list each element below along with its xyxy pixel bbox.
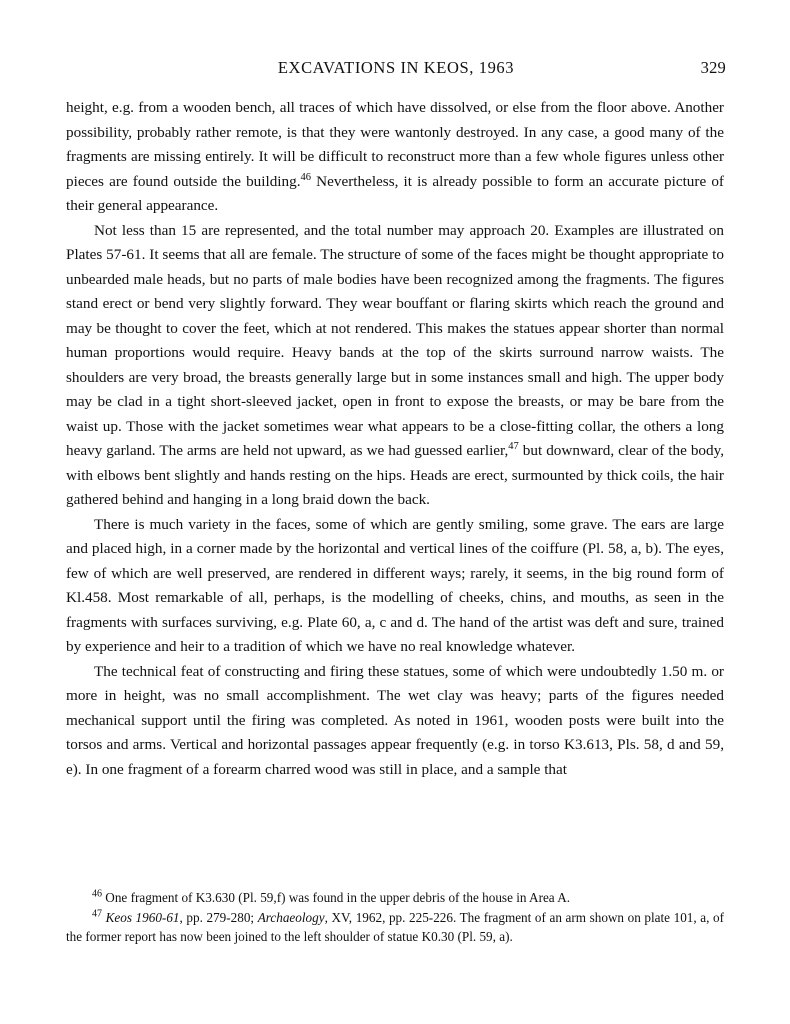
footnote-ref-47[interactable]: 47 (508, 440, 519, 452)
running-head: EXCAVATIONS IN KEOS, 1963 (277, 58, 515, 77)
footnote-number-47: 47 (92, 908, 102, 920)
footnote-46 (66, 888, 724, 908)
footnote-number-46: 46 (92, 888, 102, 900)
footnote-47-tail: , XV, 1962, pp. 225-226. The fragment of an arm shown on plate 101, a, of the former report has now been joined to the left shoulder of statue K0.30 (Pl. 59, a). (66, 909, 724, 944)
body-text (66, 96, 724, 782)
page-header (66, 58, 726, 82)
paragraph-2-text: Not less than 15 are represented, and the total number may approach 20. Examples are illustrated on Plates 57-61. It seems that all are female. The structure of some of the faces might be thought appropriate to unbearded male heads, but no parts of male bodies have been recognized among the fragments. The figures stand erect or bend very slightly forward. They wear bouffant or flaring skirts which reach the ground and may be thought to cover the feet, which at not rendered. This makes the statues appear shorter than normal human proportions would require. Heavy bands at the top of the skirts surround narrow waists. The shoulders are very broad, the breasts generally large but in some instances small and high. The upper body may be clad in a tight short-sleeved jacket, open in front to expose the breasts, or may be bare from the waist up. Those with the jacket sometimes wear what appears to be a close-fitting collar, the others a long heavy garland. The arms are held not upward, (66, 221, 724, 459)
footnote-47-mid-1: , pp. 279-280; (179, 909, 258, 925)
footnote-47 (66, 908, 724, 947)
paragraph-1-tail: Nevertheless, it is already possible to form an accurate picture of their general appearance. (66, 172, 724, 214)
paragraph-2-tail: but downward, clear of the body, with elbows bent slightly and hands resting on the hips. Heads are erect, surmounted by thick coils, the hair gathered behind and hanging in a long braid down the back. (66, 442, 725, 508)
footnote-46-text: One fragment of K3.630 (Pl. 59,f) was found in the upper debris of the house in Area A. (105, 890, 571, 905)
footnotes-section (66, 888, 724, 947)
paragraph-1 (66, 96, 724, 219)
paragraph-1-text: height, e.g. from a wooden bench, all traces of which have dissolved, or else from the floor above. Another possibility, probably rather remote, is that they were wantonly destroyed. In any case, a good many of the fragments are missing entirely. It will be difficult to reconstruct more than a few whole figures unless other pieces are found outside the building. (66, 99, 724, 190)
footnote-ref-46[interactable]: 46 (300, 171, 312, 183)
paragraph-2-marker-lead: as we had guessed earlier, (349, 442, 509, 459)
footnote-47-italic-1: Keos 1960-61 (105, 909, 180, 925)
page-number: 329 (700, 58, 726, 77)
paragraph-2 (66, 219, 724, 513)
paragraph-4: The technical feat of constructing and firing these statues, some of which were undoubtedly 1.50 m. or more in height, was no small accomplishment. The wet clay was heavy; parts of the figures needed mechanical support until the firing was completed. As noted in 1961, wooden posts were built into the torsos and arms. Vertical and horizontal passages appear frequently (e.g. in torso K3.613, Pls. 58, d and 59, e). In one fragment of a forearm charred wood was still in place, and a sample that (66, 662, 724, 778)
paragraph-3: There is much variety in the faces, some of which are gently smiling, some grave. The ears are large and placed high, in a corner made by the horizontal and vertical lines of the coiffure (Pl. 58, a, b). The eyes, few of which are well preserved, are rendered in different ways; rarely, it seems, in the big round form of Kl.458. Most remarkable of all, perhaps, is the modelling of cheeks, chins, and mouths, as seen in the fragments with surfaces surviving, e.g. Plate 60, a, c and d. The hand of the artist was deft and sure, trained by experience and heir to a tradition of which we have no real knowledge whatever. (66, 515, 724, 655)
footnote-47-italic-2: Archaeology (257, 909, 325, 925)
